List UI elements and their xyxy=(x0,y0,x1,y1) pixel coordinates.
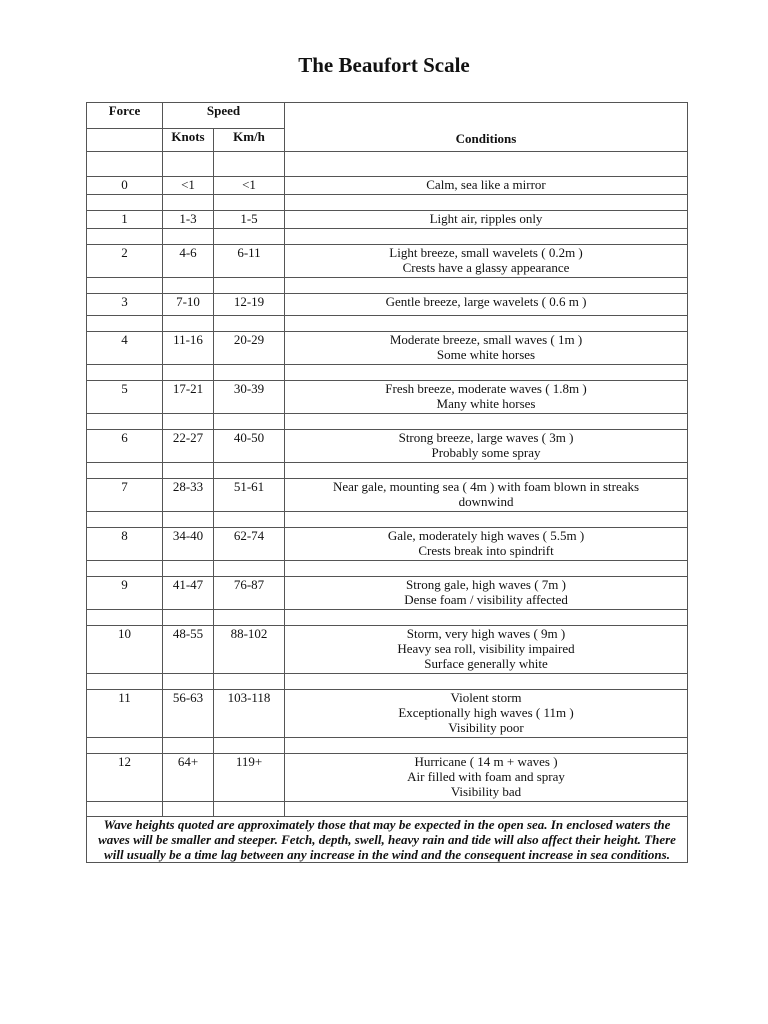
knots-cell: 7-10 xyxy=(163,294,214,316)
force-cell: 5 xyxy=(87,381,163,414)
spacer-cell xyxy=(87,152,163,177)
scale-row xyxy=(87,754,688,802)
condition-line: Many white horses xyxy=(436,396,536,411)
condition-line: Air filled with foam and spray xyxy=(407,769,565,784)
kmh-cell: 30-39 xyxy=(214,381,285,414)
spacer-cell xyxy=(214,316,285,332)
page-title: The Beaufort Scale xyxy=(298,53,470,77)
condition-line: Gentle breeze, large wavelets ( 0.6 m ) xyxy=(385,294,587,309)
kmh-cell: 62-74 xyxy=(214,528,285,561)
spacer-cell xyxy=(163,316,214,332)
spacer-cell xyxy=(214,278,285,294)
knots-cell: 48-55 xyxy=(163,626,214,674)
conditions-header: Conditions xyxy=(285,103,688,152)
spacer-cell xyxy=(214,195,285,211)
condition-line: Storm, very high waves ( 9m ) xyxy=(406,626,566,641)
kmh-cell: <1 xyxy=(214,177,285,195)
spacer-cell xyxy=(87,229,163,245)
force-cell: 8 xyxy=(87,528,163,561)
spacer-cell xyxy=(214,463,285,479)
spacer-cell xyxy=(163,414,214,430)
spacer-row xyxy=(87,738,688,754)
spacer-row xyxy=(87,463,688,479)
spacer-cell xyxy=(214,610,285,626)
scale-row xyxy=(87,528,688,561)
spacer-cell xyxy=(285,674,688,690)
spacer-cell xyxy=(285,365,688,381)
conditions-cell xyxy=(285,245,688,278)
condition-line: Crests have a glassy appearance xyxy=(402,260,570,275)
conditions-cell xyxy=(285,294,688,316)
condition-line: Moderate breeze, small waves ( 1m ) xyxy=(389,332,583,347)
spacer-cell xyxy=(285,229,688,245)
conditions-cell xyxy=(285,577,688,610)
spacer-row xyxy=(87,316,688,332)
scale-row xyxy=(87,177,688,195)
condition-line: Light breeze, small wavelets ( 0.2m ) xyxy=(389,245,583,260)
scale-row xyxy=(87,332,688,365)
kmh-cell: 103-118 xyxy=(214,690,285,738)
conditions-cell xyxy=(285,754,688,802)
condition-line: Some white horses xyxy=(436,347,536,362)
knots-cell: 28-33 xyxy=(163,479,214,512)
spacer-cell xyxy=(163,610,214,626)
spacer-cell xyxy=(214,512,285,528)
spacer-cell xyxy=(214,229,285,245)
conditions-cell xyxy=(285,626,688,674)
spacer-cell xyxy=(285,610,688,626)
spacer-cell xyxy=(163,365,214,381)
scale-row xyxy=(87,430,688,463)
force-cell: 12 xyxy=(87,754,163,802)
condition-line: Surface generally white xyxy=(424,656,548,671)
conditions-cell xyxy=(285,381,688,414)
kmh-cell: 119+ xyxy=(214,754,285,802)
spacer-cell xyxy=(163,802,214,817)
spacer-cell xyxy=(87,512,163,528)
knots-header: Knots xyxy=(163,129,214,152)
spacer-cell xyxy=(163,278,214,294)
spacer-cell xyxy=(214,561,285,577)
force-subheader-blank xyxy=(87,129,163,152)
condition-line: Probably some spray xyxy=(431,445,541,460)
knots-cell: 34-40 xyxy=(163,528,214,561)
spacer-row xyxy=(87,195,688,211)
spacer-cell xyxy=(87,414,163,430)
knots-cell: 17-21 xyxy=(163,381,214,414)
condition-line: Dense foam / visibility affected xyxy=(404,592,568,607)
force-cell: 2 xyxy=(87,245,163,278)
table-body xyxy=(87,103,688,863)
spacer-cell xyxy=(163,561,214,577)
scale-row xyxy=(87,479,688,512)
conditions-cell xyxy=(285,430,688,463)
header-row xyxy=(87,103,688,129)
scale-row xyxy=(87,294,688,316)
knots-cell: 11-16 xyxy=(163,332,214,365)
force-cell: 10 xyxy=(87,626,163,674)
spacer-cell xyxy=(214,738,285,754)
spacer-cell xyxy=(87,365,163,381)
speed-header: Speed xyxy=(163,103,285,129)
condition-line: Crests break into spindrift xyxy=(418,543,554,558)
spacer-cell xyxy=(214,365,285,381)
force-cell: 11 xyxy=(87,690,163,738)
spacer-cell xyxy=(163,195,214,211)
spacer-cell xyxy=(87,463,163,479)
spacer-cell xyxy=(285,512,688,528)
condition-line: Heavy sea roll, visibility impaired xyxy=(397,641,575,656)
condition-line: Fresh breeze, moderate waves ( 1.8m ) xyxy=(385,381,587,396)
kmh-cell: 76-87 xyxy=(214,577,285,610)
force-cell: 0 xyxy=(87,177,163,195)
spacer-cell xyxy=(87,738,163,754)
condition-line: Near gale, mounting sea ( 4m ) with foam blown in streaks xyxy=(332,479,640,494)
knots-cell: 22-27 xyxy=(163,430,214,463)
spacer-cell xyxy=(285,278,688,294)
spacer-cell xyxy=(285,152,688,177)
spacer-cell xyxy=(163,512,214,528)
force-cell: 3 xyxy=(87,294,163,316)
spacer-cell xyxy=(285,802,688,817)
kmh-cell: 51-61 xyxy=(214,479,285,512)
spacer-cell xyxy=(285,195,688,211)
kmh-cell: 1-5 xyxy=(214,211,285,229)
spacer-cell xyxy=(214,802,285,817)
spacer-cell xyxy=(285,561,688,577)
spacer-cell xyxy=(285,463,688,479)
spacer-cell xyxy=(285,738,688,754)
spacer-cell xyxy=(163,738,214,754)
condition-line: Light air, ripples only xyxy=(429,211,543,226)
condition-line: Gale, moderately high waves ( 5.5m ) xyxy=(387,528,585,543)
spacer-row xyxy=(87,512,688,528)
knots-cell: 4-6 xyxy=(163,245,214,278)
conditions-cell xyxy=(285,177,688,195)
spacer-cell xyxy=(87,802,163,817)
spacer-row xyxy=(87,278,688,294)
footnote-row xyxy=(87,817,688,863)
beaufort-table xyxy=(86,102,688,863)
spacer-row xyxy=(87,561,688,577)
condition-line: downwind xyxy=(458,494,514,509)
knots-cell: 41-47 xyxy=(163,577,214,610)
force-cell: 9 xyxy=(87,577,163,610)
spacer-row xyxy=(87,674,688,690)
spacer-cell xyxy=(163,229,214,245)
knots-cell: 1-3 xyxy=(163,211,214,229)
spacer-row xyxy=(87,365,688,381)
conditions-cell xyxy=(285,690,688,738)
spacer-row xyxy=(87,802,688,817)
spacer-row xyxy=(87,229,688,245)
spacer-cell xyxy=(163,152,214,177)
spacer-cell xyxy=(163,674,214,690)
knots-cell: 64+ xyxy=(163,754,214,802)
condition-line: Exceptionally high waves ( 11m ) xyxy=(398,705,574,720)
conditions-cell xyxy=(285,211,688,229)
spacer-row xyxy=(87,152,688,177)
kmh-cell: 40-50 xyxy=(214,430,285,463)
force-header: Force xyxy=(87,103,163,129)
condition-line: Hurricane ( 14 m + waves ) xyxy=(414,754,558,769)
spacer-cell xyxy=(214,414,285,430)
condition-line: Strong gale, high waves ( 7m ) xyxy=(406,577,566,592)
scale-row xyxy=(87,381,688,414)
spacer-cell xyxy=(285,316,688,332)
force-cell: 6 xyxy=(87,430,163,463)
scale-row xyxy=(87,626,688,674)
spacer-row xyxy=(87,414,688,430)
kmh-cell: 20-29 xyxy=(214,332,285,365)
force-cell: 4 xyxy=(87,332,163,365)
condition-line: Visibility bad xyxy=(450,784,522,799)
footnote: Wave heights quoted are approximately those that may be expected in the open sea. In enclosed waters the waves will be smaller and steeper. Fetch, depth, swell, heavy rain and tide will also affect their height. There will usually be a time lag between any increase in the wind and the consequent increase in sea conditions. xyxy=(87,817,688,863)
kmh-cell: 88-102 xyxy=(214,626,285,674)
knots-cell: 56-63 xyxy=(163,690,214,738)
spacer-cell xyxy=(87,195,163,211)
spacer-cell xyxy=(214,674,285,690)
spacer-cell xyxy=(285,414,688,430)
spacer-cell xyxy=(87,278,163,294)
kmh-cell: 12-19 xyxy=(214,294,285,316)
scale-row xyxy=(87,211,688,229)
condition-line: Strong breeze, large waves ( 3m ) xyxy=(398,430,574,445)
scale-row xyxy=(87,245,688,278)
conditions-cell xyxy=(285,528,688,561)
kmh-header: Km/h xyxy=(214,129,285,152)
spacer-cell xyxy=(87,610,163,626)
force-cell: 1 xyxy=(87,211,163,229)
spacer-cell xyxy=(87,674,163,690)
kmh-cell: 6-11 xyxy=(214,245,285,278)
knots-cell: <1 xyxy=(163,177,214,195)
conditions-cell xyxy=(285,332,688,365)
condition-line: Violent storm xyxy=(450,690,522,705)
condition-line: Calm, sea like a mirror xyxy=(426,177,546,192)
condition-line: Visibility poor xyxy=(448,720,524,735)
spacer-cell xyxy=(214,152,285,177)
scale-row xyxy=(87,690,688,738)
force-cell: 7 xyxy=(87,479,163,512)
spacer-cell xyxy=(163,463,214,479)
conditions-cell xyxy=(285,479,688,512)
scale-row xyxy=(87,577,688,610)
spacer-cell xyxy=(87,316,163,332)
spacer-row xyxy=(87,610,688,626)
spacer-cell xyxy=(87,561,163,577)
